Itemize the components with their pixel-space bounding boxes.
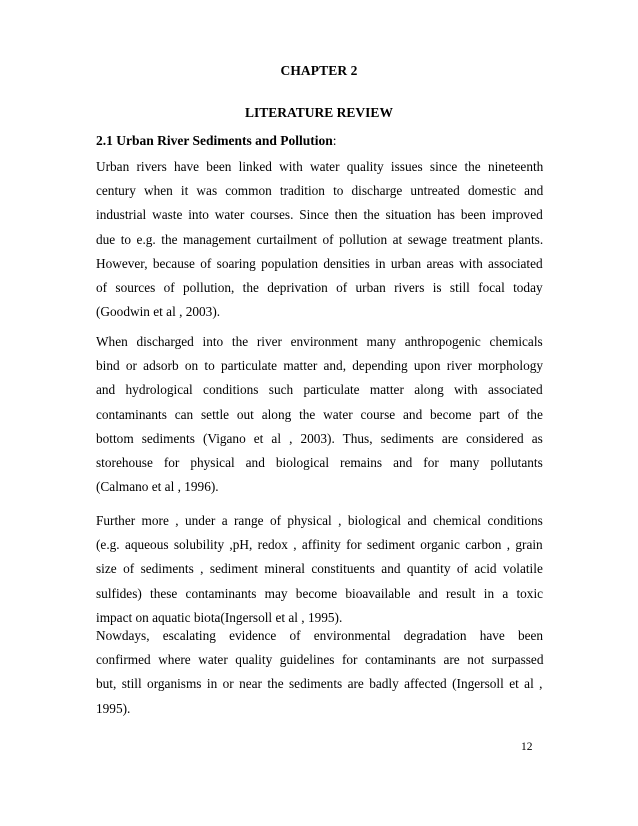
paragraph-line: of sources of pollution, the deprivation of urban rivers is still focal today	[96, 280, 543, 296]
section-heading-colon: :	[332, 133, 337, 148]
paragraph-line: size of sediments , sediment mineral constituents and quantity of acid volatile	[96, 561, 543, 577]
paragraph-line: confirmed where water quality guidelines for contaminants are not surpassed	[96, 652, 544, 668]
paragraph-line: bottom sediments (Vigano et al , 2003). Thus, sediments are considered as	[96, 430, 543, 446]
paragraph-line: bind or adsorb on to particulate matter and, depending upon river morphology	[96, 358, 544, 374]
paragraph-line: (e.g. aqueous solubility ,pH, redox , affinity for sediment organic carbon , grain	[96, 537, 543, 553]
paragraph-line: Further more , under a range of physical , biological and chemical conditions	[96, 513, 543, 528]
chapter-label: CHAPTER 2	[280, 63, 358, 78]
paragraph-line: 1995).	[96, 700, 131, 716]
paragraph-line: impact on aquatic biota(Ingersoll et al , 1995).	[96, 609, 343, 625]
paragraph-line: Urban rivers have been linked with water quality issues since the nineteenth	[96, 159, 544, 174]
paragraph-line: sulfides) these contaminants may become bioavailable and result in a toxic	[96, 585, 544, 601]
paragraph-line: Nowdays, escalating evidence of environmental degradation have been	[96, 628, 544, 643]
paragraph-line: When discharged into the river environment many anthropogenic chemicals	[96, 334, 543, 349]
paragraph-4	[96, 624, 543, 721]
paragraph-line: contaminants can settle out along the water course and become part of the	[96, 406, 543, 422]
paragraph-line: due to e.g. the management curtailment of pollution at sewage treatment plants.	[96, 231, 544, 247]
paragraph-line: (Goodwin et al , 2003).	[96, 304, 221, 320]
page-number: 12	[521, 741, 533, 753]
paragraph-line: and hydrological conditions such particulate matter along with associated	[96, 382, 543, 398]
paragraph-3	[96, 509, 543, 630]
paragraph-2	[96, 330, 543, 499]
chapter-title: LITERATURE REVIEW	[245, 105, 393, 120]
paragraph-line: storehouse for physical and biological remains and for many pollutants	[96, 455, 543, 471]
paragraph-line: century when it was common tradition to discharge untreated domestic and	[96, 183, 544, 199]
paragraph-1	[96, 155, 543, 324]
paragraph-line: (Calmano et al , 1996).	[96, 479, 219, 495]
section-heading-text: 2.1 Urban River Sediments and Pollution	[96, 133, 333, 148]
paragraph-line: industrial waste into water courses. Since then the situation has been improved	[96, 207, 543, 223]
paragraph-line: However, because of soaring population densities in urban areas with associated	[96, 255, 543, 271]
paragraph-line: but, still organisms in or near the sediments are badly affected (Ingersoll et al ,	[96, 676, 543, 692]
section-heading	[96, 133, 337, 149]
